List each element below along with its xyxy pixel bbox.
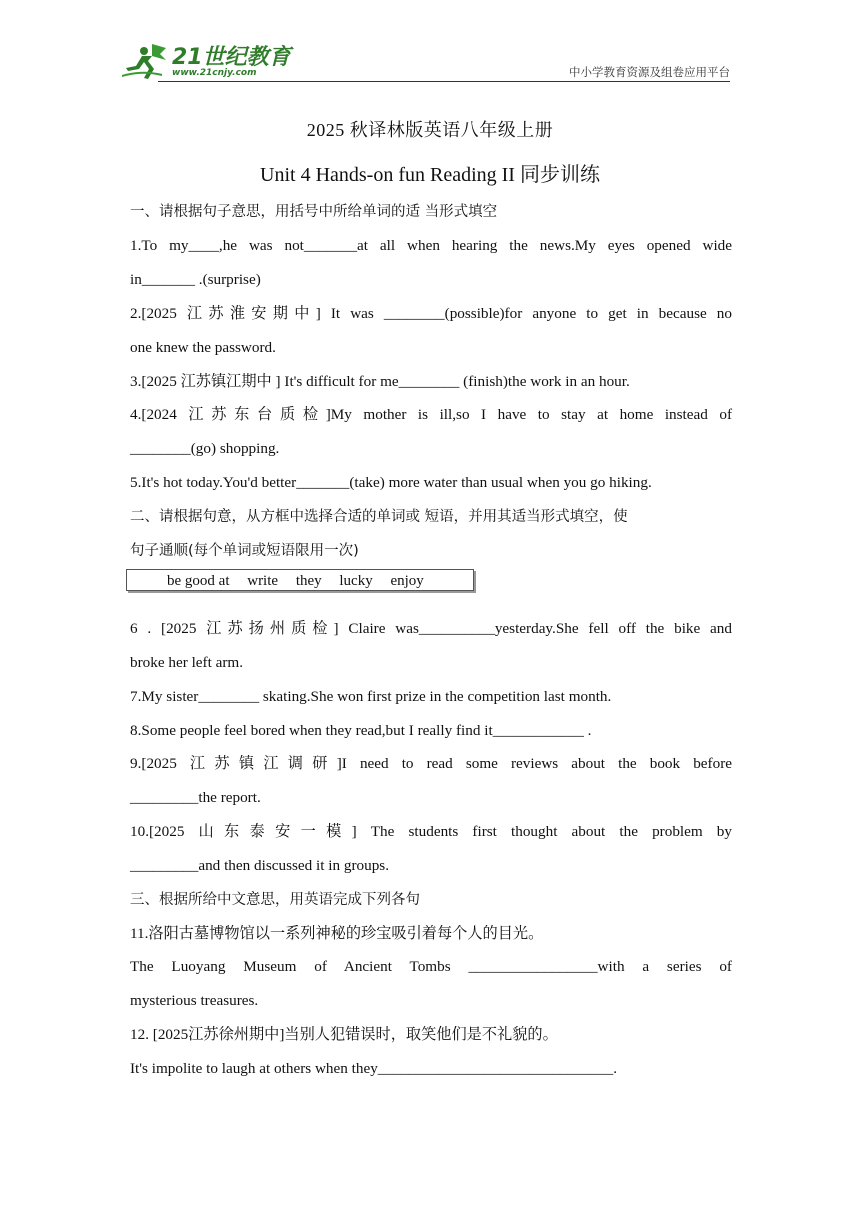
question-11-chinese: 11.洛阳古墓博物馆以一系列神秘的珍宝吸引着每个人的目光。 [130,925,544,942]
runner-logo-icon [122,42,168,80]
question-6-line-1: 6 . [2025 江苏扬州质检] Claire was__________yesterday.She fell off the bike and [130,620,732,637]
logo-url: www.21cnjy.com [172,68,257,78]
word-option: write [247,573,279,589]
logo-text: 21世纪教育 [172,45,291,70]
question-9-line-2: _________the report. [130,789,261,806]
question-6-line-2: broke her left arm. [130,654,244,671]
logo [118,38,291,82]
question-11-line-1: The Luoyang Museum of Ancient Tombs _________________with a series of [130,958,732,975]
document-title: 2025 秋译林版英语八年级上册 [306,120,554,140]
document-subtitle: Unit 4 Hands-on fun Reading II 同步训练 [260,164,600,186]
question-8: 8.Some people feel bored when they read,but I really find it____________ . [130,722,592,739]
platform-label: 中小学教育资源及组卷应用平台 [569,65,730,79]
question-1-line-2: in_______ .(surprise) [130,271,261,288]
question-10-line-1: 10.[2025 山东泰安一模] The students first thought about the problem by [130,823,732,840]
section-3-heading: 三、根据所给中文意思，用英语完成下列各句 [130,892,420,908]
question-4-line-1: 4.[2024 江苏东台质检]My mother is ill,so I have to stay at home instead of [130,406,732,423]
question-5: 5.It's hot today.You'd better_______(take) more water than usual when you go hiking. [130,474,652,491]
question-10-line-2: _________and then discussed it in groups. [130,857,390,874]
question-12-chinese: 12. [2025江苏徐州期中]当别人犯错误时，取笑他们是不礼貌的。 [130,1026,558,1043]
header-divider [158,81,730,82]
word-option: be good at [167,573,230,589]
question-1-line-1: 1.To my____,he was not_______at all when hearing the news.My eyes opened wide [130,237,732,254]
word-option: lucky [339,573,373,589]
page-header [118,38,730,82]
question-11-line-2: mysterious treasures. [130,992,259,1009]
question-12-english: It's impolite to laugh at others when they_______________________________. [130,1060,618,1077]
question-9-line-1: 9.[2025 江苏镇江调研]I need to read some reviews about the book before [130,755,732,772]
question-2-line-1: 2.[2025 江苏淮安期中] It was ________(possible)for anyone to get in because no [130,305,732,322]
section-2-heading-line-2: 句子通顺(每个单词或短语限用一次) [130,543,359,559]
question-7: 7.My sister________ skating.She won first prize in the competition last month. [130,688,612,705]
word-option: enjoy [390,573,424,589]
section-1-heading: 一、请根据句子意思，用括号中所给单词的适 当形式填空 [130,204,498,220]
word-box [126,569,474,591]
question-4-line-2: ________(go) shopping. [130,440,280,457]
section-2-heading-line-1: 二、请根据句意，从方框中选择合适的单词或 短语，并用其适当形式填空，使 [130,509,628,525]
word-option: they [295,573,322,589]
question-2-line-2: one knew the password. [130,339,276,356]
question-3: 3.[2025 江苏镇江期中 ] It's difficult for me________ (finish)the work in an hour. [130,373,630,390]
